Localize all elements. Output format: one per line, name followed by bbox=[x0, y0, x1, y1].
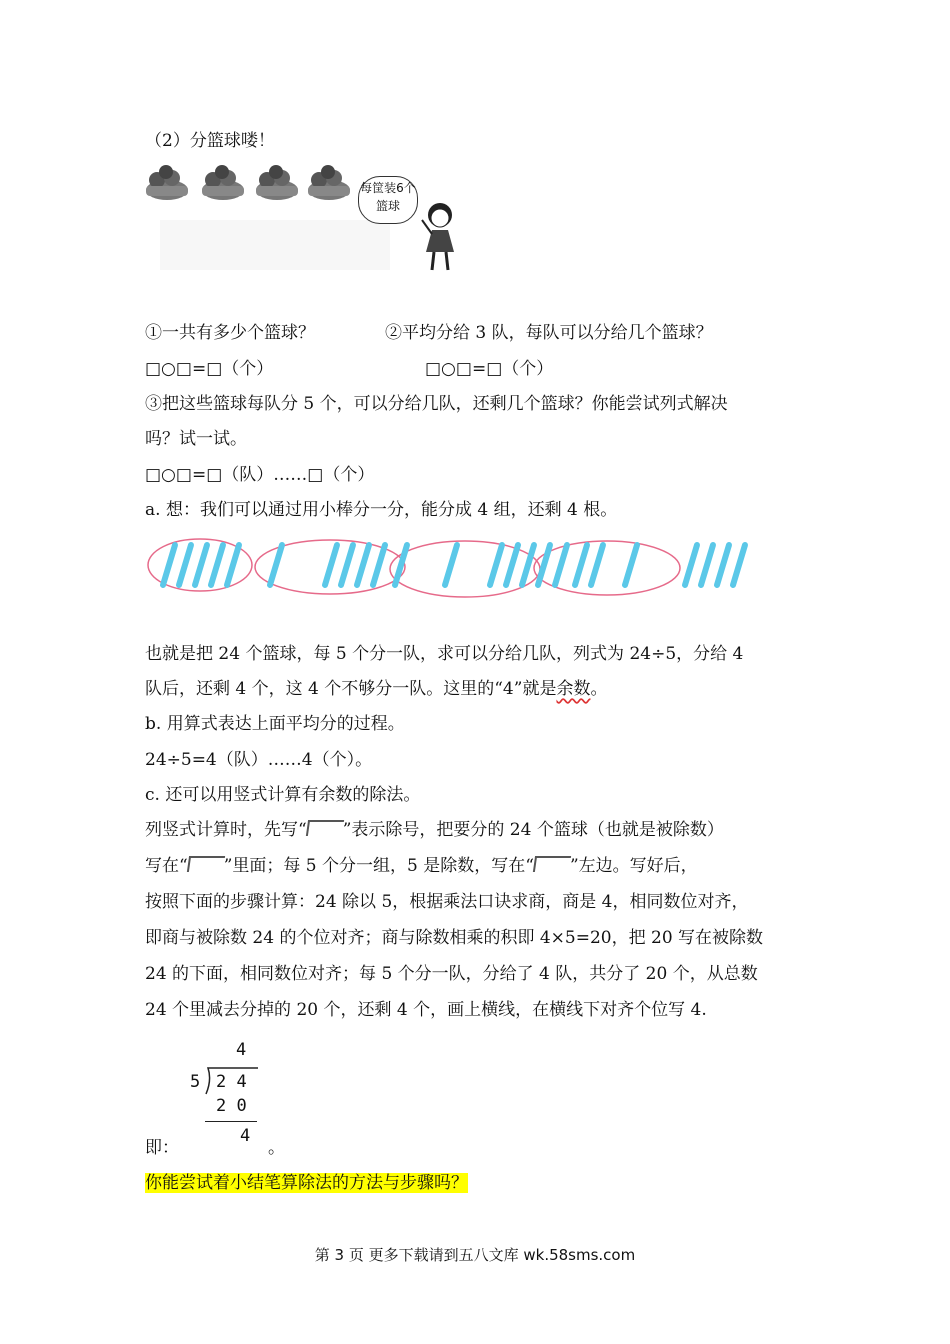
long-division-remainder: 4 bbox=[240, 1126, 251, 1146]
counting-stick bbox=[211, 545, 223, 585]
paragraph-1-line1: 也就是把 24 个篮球，每 5 个分一队，求可以分给几队，列式为 24÷5，分给 4 bbox=[145, 644, 744, 664]
counting-stick bbox=[195, 545, 207, 585]
formula-3: □○□=□（队）……□（个） bbox=[145, 465, 375, 485]
highlighted-text: 你能尝试着小结笔算除法的方法与步骤吗？ bbox=[145, 1173, 468, 1193]
basket-icon bbox=[202, 165, 244, 200]
division-bracket-icon bbox=[306, 820, 344, 836]
counting-stick bbox=[685, 545, 697, 585]
counting-stick bbox=[733, 545, 745, 585]
paragraph-2-line2 bbox=[145, 851, 698, 876]
paragraph-1-line2 bbox=[145, 674, 607, 699]
formula-2: □○□=□（个） bbox=[425, 359, 554, 379]
paragraph-2-line1 bbox=[145, 815, 724, 840]
paragraph-2-line4: 即商与被除数 24 的个位对齐；商与除数相乘的积即 4×5=20，把 20 写在被除数 bbox=[145, 928, 764, 948]
counting-stick bbox=[717, 545, 729, 585]
counting-stick bbox=[357, 545, 369, 585]
basket-icon bbox=[146, 165, 188, 200]
counting-stick bbox=[575, 545, 587, 585]
highlight-question bbox=[145, 1168, 468, 1193]
long-division-line bbox=[205, 1121, 257, 1122]
long-division-dividend: 2 4 bbox=[216, 1072, 247, 1092]
question-3-line2: 吗？试一试。 bbox=[145, 429, 247, 449]
paragraph-2-line5: 24 的下面，相同数位对齐；每 5 个分一队，分给了 4 队，共分了 20 个，从总数 bbox=[145, 964, 758, 984]
text-span: 列竖式计算时，先写“ bbox=[145, 820, 307, 840]
step-b-text: b. 用算式表达上面平均分的过程。 bbox=[145, 714, 405, 734]
long-division-quotient: 4 bbox=[236, 1040, 247, 1060]
counting-stick bbox=[270, 545, 282, 585]
counting-stick bbox=[625, 545, 637, 585]
division-bracket-icon bbox=[533, 856, 571, 872]
girl-figure-icon bbox=[422, 203, 454, 270]
speech-bubble: 每筐装6个篮球 bbox=[358, 176, 418, 224]
ji-label: 即： bbox=[145, 1138, 179, 1158]
long-division-product: 2 0 bbox=[216, 1096, 247, 1116]
counting-stick bbox=[445, 545, 457, 585]
question-3-line1: ③把这些篮球每队分 5 个，可以分给几队，还剩几个篮球？你能尝试列式解决 bbox=[145, 394, 728, 414]
section-title: （2）分篮球喽！ bbox=[145, 131, 275, 151]
formula-1: □○□=□（个） bbox=[145, 359, 274, 379]
ji-end: 。 bbox=[268, 1138, 285, 1158]
basketball-illustration bbox=[140, 160, 460, 280]
counting-stick bbox=[506, 545, 518, 585]
text-span: ”左边。写好后， bbox=[569, 856, 698, 876]
page-footer: 第 3 页 更多下载请到五八文库 wk.58sms.com bbox=[314, 1246, 636, 1264]
division-bracket-icon bbox=[187, 856, 225, 872]
counting-stick bbox=[227, 545, 239, 585]
text-span: 队后，还剩 4 个，这 4 个不够分一队。这里的“4”就是 bbox=[145, 679, 557, 699]
question-1: ①一共有多少个篮球？ bbox=[145, 323, 315, 343]
counting-stick bbox=[701, 545, 713, 585]
counting-stick bbox=[325, 545, 337, 585]
counting-stick bbox=[373, 545, 385, 585]
counting-stick bbox=[555, 545, 567, 585]
basket-icon bbox=[256, 165, 298, 200]
paragraph-2-line6: 24 个里减去分掉的 20 个，还剩 4 个，画上横线，在横线下对齐个位写 4. bbox=[145, 1000, 707, 1020]
counting-stick bbox=[591, 545, 603, 585]
counting-stick bbox=[179, 545, 191, 585]
question-2: ②平均分给 3 队，每队可以分给几个篮球？ bbox=[385, 323, 713, 343]
paragraph-2-line3: 按照下面的步骤计算：24 除以 5，根据乘法口诀求商，商是 4，相同数位对齐， bbox=[145, 892, 749, 912]
text-span: ”表示除号，把要分的 24 个篮球（也就是被除数） bbox=[342, 820, 724, 840]
long-division-divisor: 5 bbox=[190, 1072, 201, 1092]
counting-stick bbox=[341, 545, 353, 585]
step-b-formula: 24÷5=4（队）……4（个）。 bbox=[145, 750, 373, 770]
sticks-illustration bbox=[145, 535, 765, 605]
text-span: ”里面；每 5 个分一组，5 是除数，写在“ bbox=[223, 856, 534, 876]
text-span: 写在“ bbox=[145, 856, 188, 876]
step-c-text: c. 还可以用竖式计算有余数的除法。 bbox=[145, 785, 421, 805]
remainder-term: 余数 bbox=[556, 679, 591, 699]
basket-icon bbox=[308, 165, 350, 200]
counting-stick bbox=[163, 545, 175, 585]
step-a-text: a. 想：我们可以通过用小棒分一分，能分成 4 组，还剩 4 根。 bbox=[145, 500, 618, 520]
counting-stick bbox=[490, 545, 502, 585]
text-span: 。 bbox=[590, 679, 608, 699]
